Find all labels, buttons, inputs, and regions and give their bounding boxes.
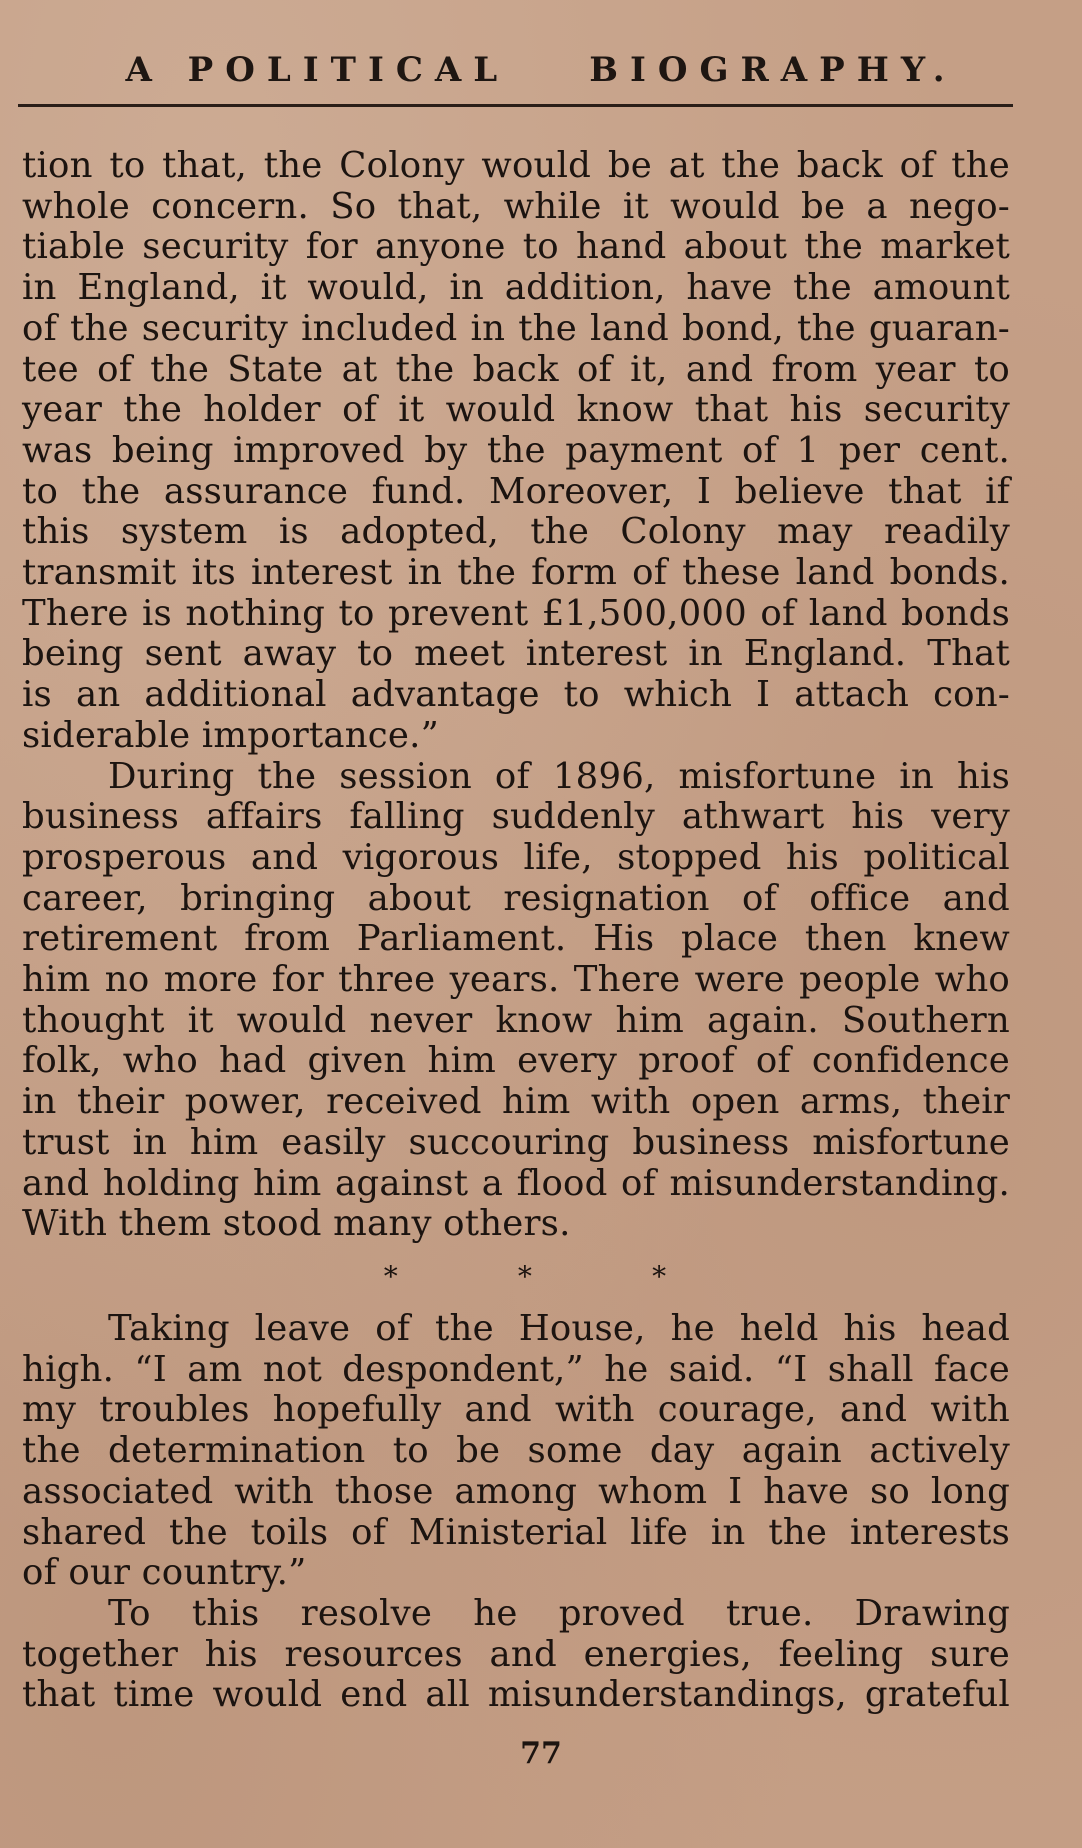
paragraph-4 — [22, 1594, 1010, 1716]
section-separator — [22, 1245, 1010, 1309]
text-line: There is nothing to prevent £1,500,000 of land bonds — [22, 592, 1010, 634]
text-line: of our country.” — [22, 1552, 307, 1594]
text-line: together his resources and energies, feeling sure — [22, 1633, 1010, 1675]
text-line: tion to that, the Colony would be at the back of the — [22, 145, 1010, 186]
header-rule — [18, 104, 1013, 107]
text-line: that time would end all misunderstandings, grateful — [22, 1674, 1010, 1716]
text-line: shared the toils of Ministerial life in the interests — [22, 1511, 1010, 1553]
text-line: trust in him easily succouring business misfortune — [22, 1121, 1010, 1163]
text-line: To this resolve he proved true. Drawing — [108, 1592, 1010, 1634]
text-line: folk, who had given him every proof of confidence — [22, 1040, 1010, 1082]
text-line: in England, it would, in addition, have the amount — [22, 267, 1010, 309]
text-line: being sent away to meet interest in England. That — [22, 633, 1010, 675]
text-line: this system is adopted, the Colony may readily — [22, 511, 1010, 553]
text-line: the determination to be some day again actively — [22, 1430, 1010, 1472]
text-line: career, bringing about resignation of office and — [22, 877, 1010, 919]
text-line: year the holder of it would know that his security — [22, 389, 1010, 431]
text-line: of the security included in the land bond, the guaran- — [22, 307, 1010, 349]
separator-asterisk: * — [383, 1259, 398, 1293]
text-line: whole concern. So that, while it would be a nego- — [22, 185, 1010, 227]
text-line: During the session of 1896, misfortune in his — [108, 755, 1010, 797]
text-line: prosperous and vigorous life, stopped his political — [22, 836, 1010, 878]
page-number: 77 — [520, 1736, 562, 1771]
separator-asterisk: * — [517, 1259, 533, 1293]
paragraph-1 — [22, 146, 1010, 757]
text-line: retirement from Parliament. His place then knew — [22, 918, 1010, 960]
text-line: was being improved by the payment of 1 per cent. — [22, 429, 1010, 471]
text-line: to the assurance fund. Moreover, I believe that if — [22, 470, 1010, 512]
text-line: in their power, received him with open arms, their — [22, 1081, 1010, 1123]
text-line: transmit its interest in the form of these land bonds. — [22, 552, 1010, 594]
text-line: him no more for three years. There were people who — [22, 959, 1010, 1001]
body-text — [22, 146, 1010, 1716]
paragraph-3 — [22, 1309, 1010, 1594]
text-line: high. “I am not despondent,” he said. “I shall face — [22, 1348, 1010, 1390]
text-line: and holding him against a flood of misunderstanding. — [22, 1162, 1010, 1204]
text-line: tiable security for anyone to hand about the market — [22, 226, 1010, 268]
text-line: With them stood many others. — [22, 1203, 571, 1245]
text-line: thought it would never know him again. Southern — [22, 999, 1010, 1041]
running-head-left: A POLITICAL — [125, 50, 510, 90]
running-head — [0, 50, 1082, 90]
text-line: siderable importance.” — [22, 714, 439, 756]
text-line: business affairs falling suddenly athwart his very — [22, 796, 1010, 838]
paragraph-2 — [22, 757, 1010, 1245]
separator-asterisk: * — [652, 1259, 667, 1293]
text-line: Taking leave of the House, he held his head — [108, 1307, 1010, 1349]
text-line: tee of the State at the back of it, and from year to — [22, 348, 1010, 390]
text-line: associated with those among whom I have so long — [22, 1470, 1010, 1512]
running-head-right: BIOGRAPHY. — [589, 50, 957, 90]
text-line: is an additional advantage to which I attach con- — [22, 674, 1010, 716]
text-line: my troubles hopefully and with courage, and with — [22, 1389, 1010, 1431]
